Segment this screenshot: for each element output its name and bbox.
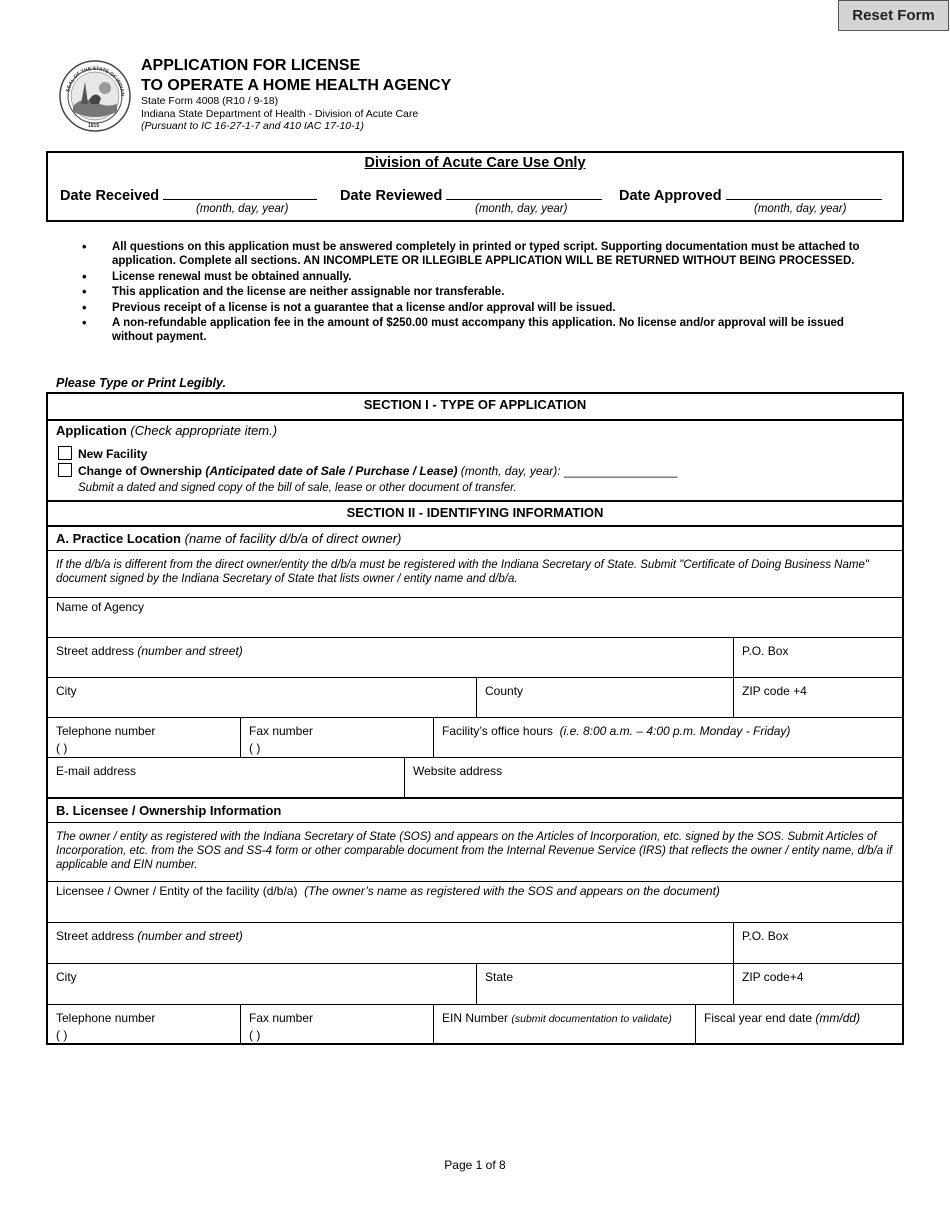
licensee-street-field[interactable]: Street address (number and street) — [56, 929, 243, 943]
licensee-telephone-field[interactable]: Telephone number ( ) — [56, 1011, 156, 1042]
page-title: APPLICATION FOR LICENSE TO OPERATE A HOME HEALTH AGENCY — [141, 57, 452, 94]
please-type-note: Please Type or Print Legibly. — [56, 376, 226, 390]
section-2-header: SECTION II - IDENTIFYING INFORMATION — [48, 500, 902, 525]
fiscal-year-field[interactable]: Fiscal year end date (mm/dd) — [695, 1005, 902, 1045]
page-number: Page 1 of 8 — [444, 1158, 506, 1172]
list-item: • A non-refundable application fee in the amount of $250.00 must accompany this application. No license and/or approval will be issued without payment. — [82, 316, 882, 344]
licensee-name-field[interactable]: Licensee / Owner / Entity of the facility (d/b/a) (The owner’s name as registered with the SOS and appears on the document) — [56, 884, 720, 898]
phone-row — [48, 717, 902, 757]
licensee-zip-field[interactable]: ZIP code+4 — [733, 964, 902, 1004]
application-type-block: Application (Check appropriate item.) New Facility Change of Ownership (Anticipated date of Sale / Purchase / Lease) (month, day, year): _________________ Submit a dated and signed copy of the bill of sale, lease or other document of transfer. — [48, 419, 902, 500]
svg-text:SEAL OF THE STATE OF INDIANA: SEAL OF THE STATE OF INDIAN — [65, 65, 126, 97]
change-ownership-date-field[interactable]: _________________ — [563, 464, 678, 478]
telephone-field[interactable]: Telephone number ( ) — [56, 724, 156, 755]
licensee-state-field[interactable]: State — [476, 964, 733, 1004]
licensee-header: B. Licensee / Ownership Information — [48, 797, 902, 822]
city-row — [48, 677, 902, 717]
list-item: • This application and the license are neither assignable nor transferable. — [82, 285, 882, 299]
email-field[interactable]: E-mail address — [56, 764, 137, 778]
street-row — [48, 637, 902, 677]
new-facility-checkbox[interactable] — [58, 446, 72, 460]
list-item: • Previous receipt of a license is not a guarantee that a license and/or approval will be issued. — [82, 301, 882, 315]
office-hours-field[interactable]: Facility’s office hours (i.e. 8:00 a.m. – 4:00 p.m. Monday - Friday) — [433, 718, 902, 757]
zip-field[interactable]: ZIP code +4 — [733, 678, 902, 717]
name-of-agency-row — [48, 597, 902, 637]
practice-location-note: If the d/b/a is different from the direct owner/entity the d/b/a must be registered with the Indiana Secretary of State. Submit "Certificate of Doing Business Name" document signed by the Indiana Secretary of State that lists owner / entity name and d/b/a. — [48, 550, 902, 597]
licensee-city-field[interactable]: City — [56, 970, 77, 984]
division-use-only-box: Division of Acute Care Use Only Date Received Date Reviewed Date Approved (month, day, year) (month, day, year) (month, day, year) — [46, 151, 904, 222]
instructions-list — [82, 240, 882, 346]
application-form — [46, 392, 904, 1045]
website-field[interactable]: Website address — [404, 758, 902, 797]
licensee-po-box-field[interactable]: P.O. Box — [733, 923, 902, 963]
licensee-phone-row — [48, 1004, 902, 1045]
list-item: • All questions on this application must be answered completely in printed or typed script. Supporting documentation must be attached to application. Complete all sections. AN INCOMPLETE OR ILLEGIBLE APPLICATION WILL BE RETURNED WITHOUT BEING PROCESSED. — [82, 240, 882, 268]
indiana-state-seal-icon — [59, 60, 131, 132]
licensee-row — [48, 881, 902, 922]
date-approved-field[interactable]: Date Approved — [619, 186, 882, 204]
licensee-note: The owner / entity as registered with the Indiana Secretary of State (SOS) and appears on the Articles of Incorporation, etc. signed by the SOS. Submit Articles of Incorporation, etc. from the SOS and SS-4 form or other comparable document from the Internal Revenue Service (IRS) that reflects the owner / entity name, d/b/a if applicable and EIN number. — [48, 822, 902, 881]
section-1-header: SECTION I - TYPE OF APPLICATION — [363, 397, 587, 412]
licensee-city-row — [48, 963, 902, 1004]
form-meta: State Form 4008 (R10 / 9-18) Indiana State Department of Health - Division of Acute Care (Pursuant to IC 16-27-1-7 and 410 IAC 17-10-1) — [141, 95, 419, 132]
po-box-field[interactable]: P.O. Box — [733, 638, 902, 677]
name-of-agency-field[interactable]: Name of Agency — [56, 600, 145, 614]
date-reviewed-field[interactable]: Date Reviewed — [340, 186, 602, 204]
svg-text:1816: 1816 — [88, 123, 100, 129]
street-address-field[interactable]: Street address (number and street) — [56, 644, 243, 658]
reset-form-button[interactable]: Reset Form — [838, 0, 949, 31]
change-ownership-checkbox[interactable] — [58, 463, 72, 477]
practice-location-header: A. Practice Location (name of facility d/b/a of direct owner) — [48, 525, 902, 550]
ein-field[interactable]: EIN Number (submit documentation to validate) — [433, 1005, 695, 1045]
date-received-field[interactable]: Date Received — [60, 186, 317, 204]
fax-field[interactable]: Fax number ( ) — [240, 718, 433, 757]
licensee-street-row — [48, 922, 902, 963]
use-only-title: Division of Acute Care Use Only — [364, 155, 586, 171]
county-field[interactable]: County — [476, 678, 733, 717]
email-row — [48, 757, 902, 797]
list-item: • License renewal must be obtained annually. — [82, 270, 882, 284]
city-field[interactable]: City — [56, 684, 77, 698]
licensee-fax-field[interactable]: Fax number ( ) — [240, 1005, 433, 1045]
